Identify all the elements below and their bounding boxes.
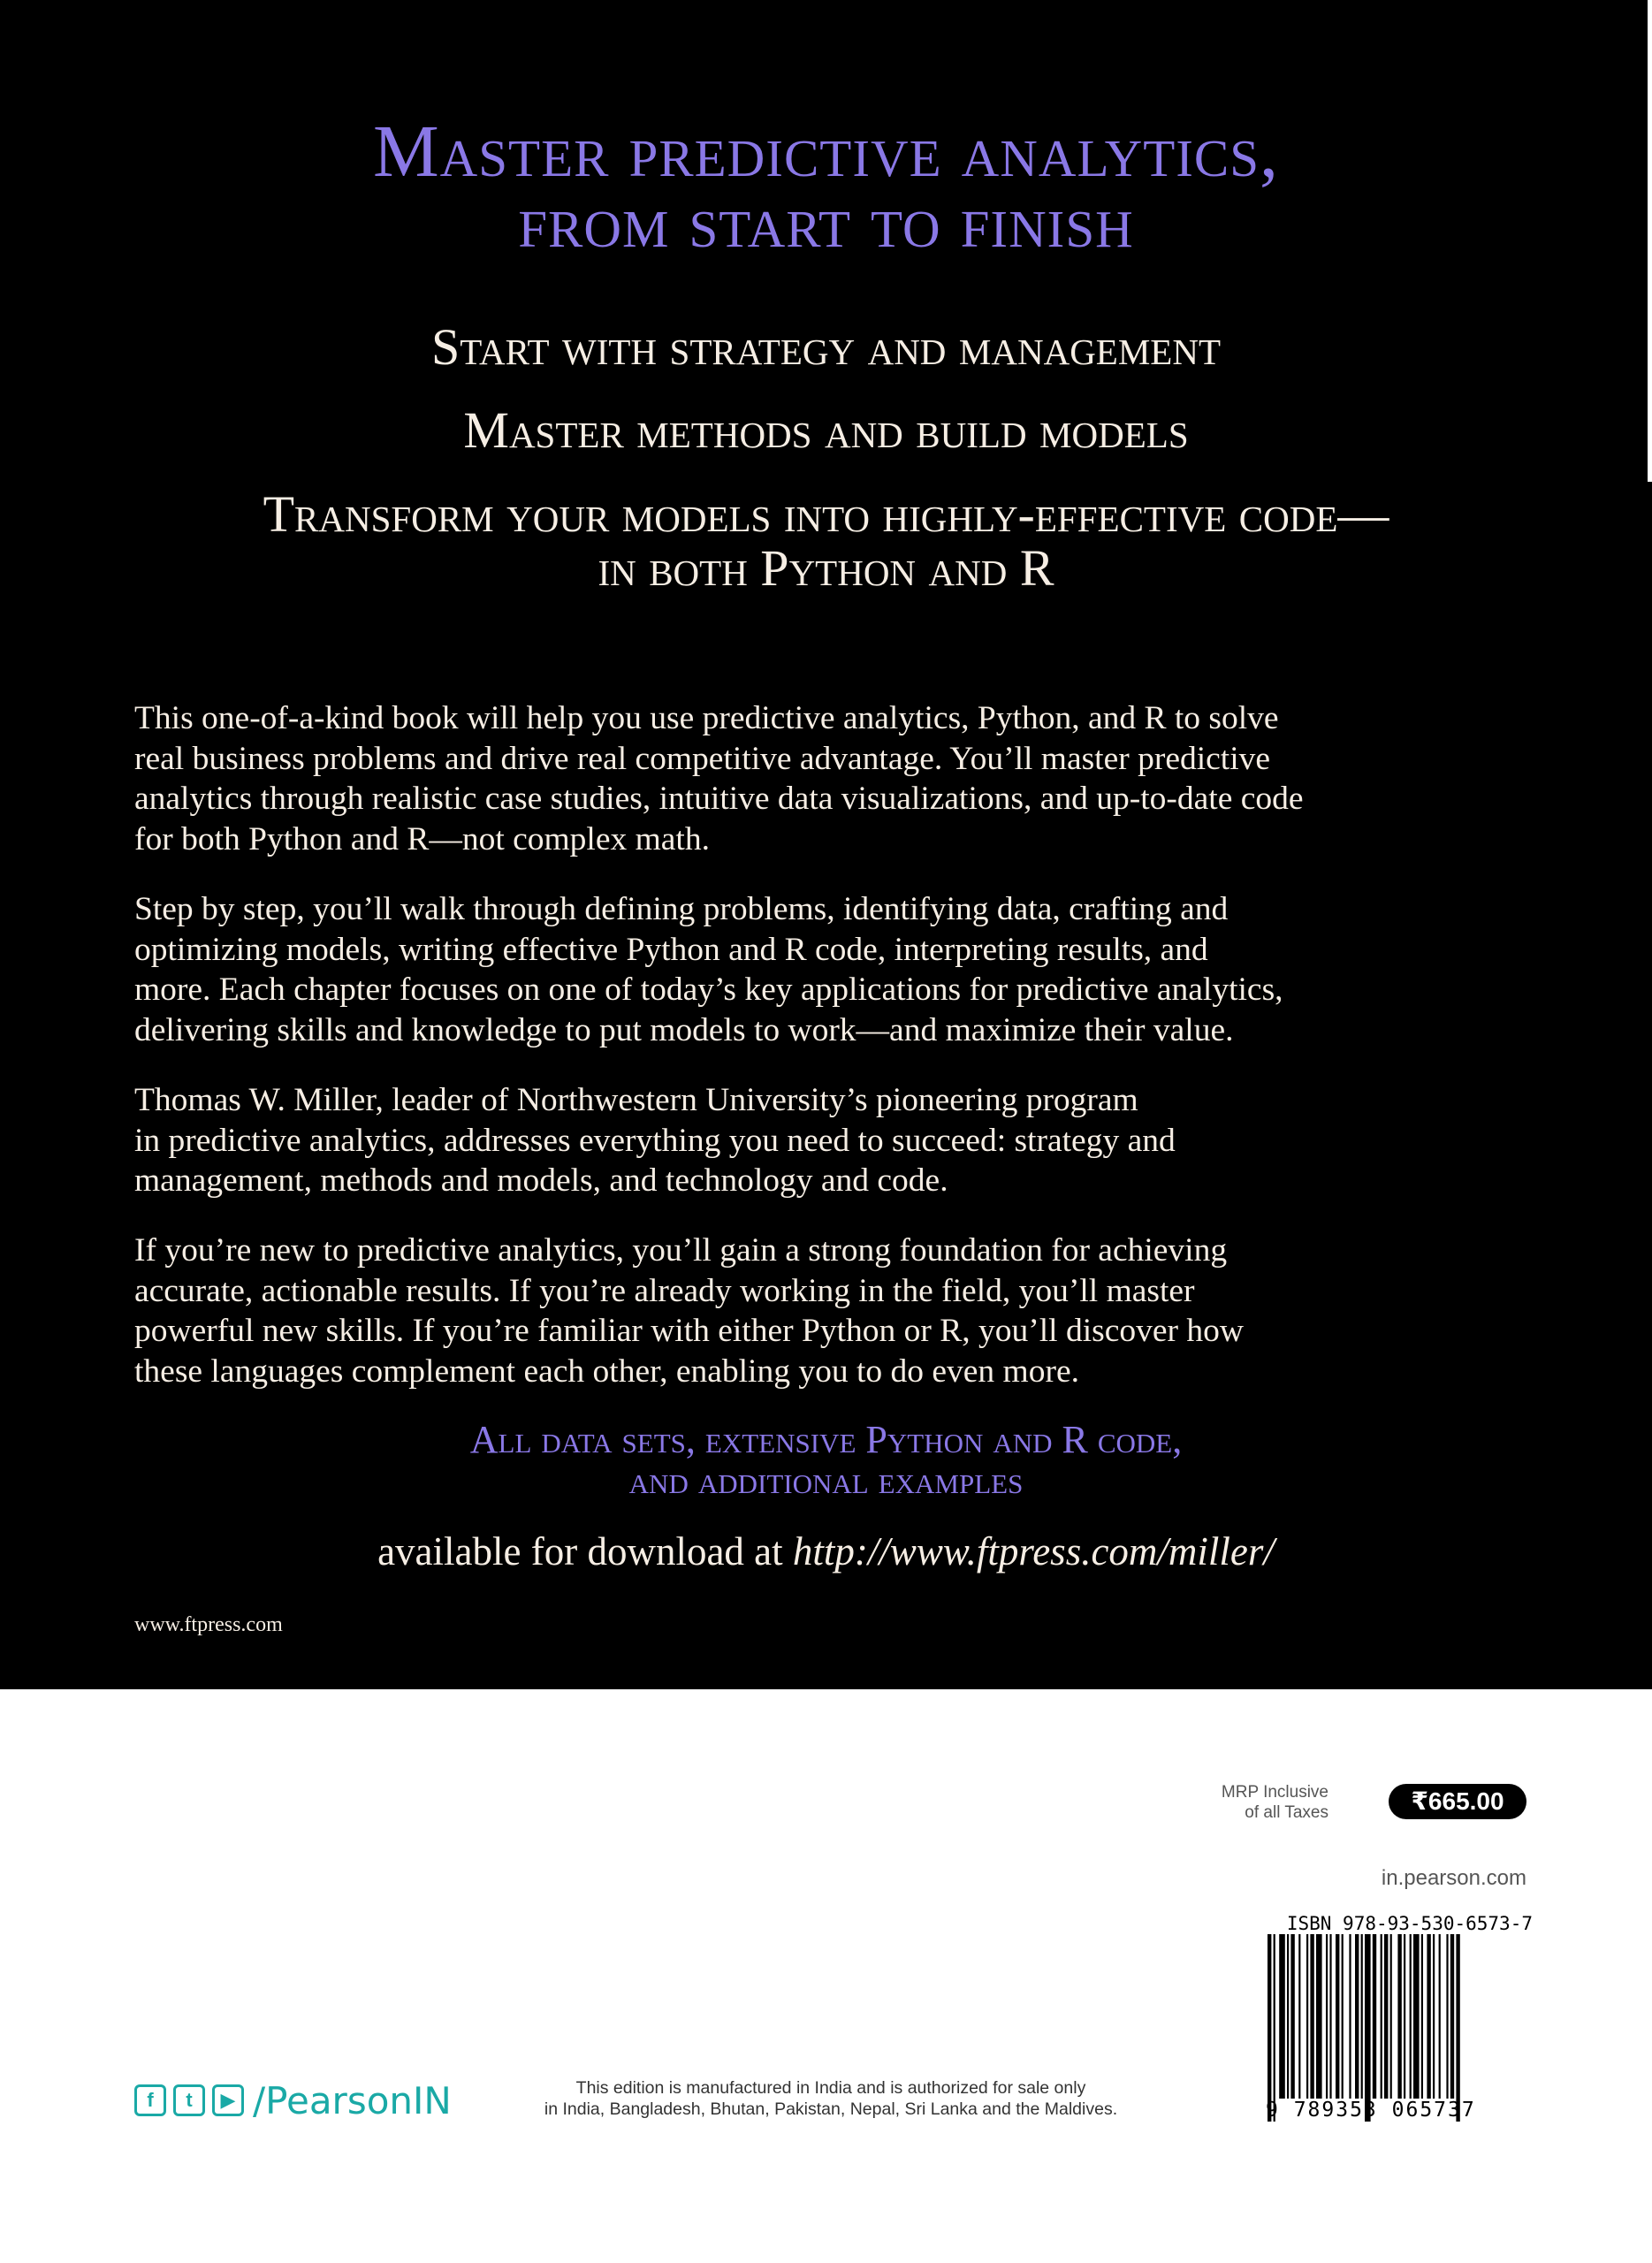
barcode-bar	[1336, 1934, 1339, 2099]
price-badge: ₹665.00	[1389, 1784, 1526, 1819]
text-line: optimizing models, writing effective Python and R code, interpreting results, and	[134, 931, 1208, 968]
barcode-bar	[1274, 1934, 1275, 2122]
barcode-bar	[1450, 1934, 1454, 2099]
barcode-bar	[1298, 1934, 1300, 2099]
barcode-bar	[1397, 1934, 1401, 2099]
barcode-bar	[1306, 1934, 1308, 2099]
download-line	[0, 1527, 1652, 1576]
cta-line-2: and additional examples	[628, 1459, 1024, 1502]
text-line: management, methods and models, and technology and code.	[134, 1162, 948, 1199]
barcode-bar	[1329, 1934, 1331, 2099]
barcode-bar	[1384, 1934, 1388, 2099]
barcode-bar	[1446, 1934, 1448, 2099]
text-line: This one-of-a-kind book will help you use predictive analytics, Python, and R to solve	[134, 700, 1279, 736]
barcode-bar	[1268, 1934, 1271, 2122]
text-line: Thomas W. Miller, leader of Northwestern University’s pioneering program	[134, 1082, 1138, 1118]
text-line: powerful new skills. If you’re familiar with either Python or R, you’ll discover how	[134, 1313, 1244, 1349]
barcode-bar	[1433, 1934, 1435, 2099]
barcode-digits: 9 789353 065737	[1266, 2099, 1476, 2122]
pearson-url: in.pearson.com	[1381, 1866, 1526, 1890]
paragraph-author	[134, 1080, 1531, 1201]
text-line: for both Python and R—not complex math.	[134, 820, 710, 857]
barcode-bar	[1326, 1934, 1328, 2099]
barcode-bar	[1361, 1934, 1363, 2099]
mrp-line: MRP Inclusive	[1221, 1783, 1328, 1802]
mrp-label	[1149, 1782, 1328, 1823]
subhead-code-line-1: Transform your models into highly-effective code—	[263, 485, 1389, 543]
edition-line: This edition is manufactured in India and is authorized for sale only	[575, 2078, 1086, 2098]
barcode-bar	[1279, 1934, 1285, 2099]
text-line: Step by step, you’ll walk through defining problems, identifying data, crafting and	[134, 891, 1229, 927]
subhead-methods: Master methods and build models	[463, 401, 1189, 459]
social-links	[134, 2079, 452, 2122]
barcode-bar	[1410, 1934, 1412, 2099]
text-line: delivering skills and knowledge to put models to work—and maximize their value.	[134, 1011, 1234, 1048]
text-line: real business problems and drive real competitive advantage. You’ll master predictive	[134, 740, 1271, 777]
barcode-bar	[1421, 1934, 1423, 2099]
barcode-bar	[1427, 1934, 1430, 2099]
barcode-bar	[1349, 1934, 1351, 2099]
barcode-bar	[1404, 1934, 1405, 2099]
headline-line-2: from start to finish	[518, 181, 1134, 263]
headline-line-1: Master predictive analytics,	[372, 110, 1280, 193]
barcode-bar	[1365, 1934, 1371, 2122]
text-line: accurate, actionable results. If you’re already working in the field, you’ll master	[134, 1272, 1195, 1309]
barcode-bar	[1390, 1934, 1392, 2099]
text-line: in predictive analytics, addresses everything you need to succeed: strategy and	[134, 1122, 1176, 1159]
text-line: If you’re new to predictive analytics, you’ll gain a strong foundation for achieving	[134, 1232, 1228, 1269]
youtube-icon[interactable]: ▶	[212, 2084, 244, 2116]
facebook-icon[interactable]: f	[134, 2084, 166, 2116]
barcode-bar	[1355, 1934, 1359, 2099]
twitter-icon[interactable]: t	[173, 2084, 205, 2116]
text-line: more. Each chapter focuses on one of today’s key applications for predictive analytics,	[134, 971, 1283, 1008]
paragraph-audience	[134, 1231, 1531, 1391]
download-prefix: available for download at	[377, 1529, 793, 1573]
barcode-bar	[1290, 1934, 1294, 2099]
barcode-bar	[1287, 1934, 1289, 2099]
cta-line-1: All data sets, extensive Python and R code,	[469, 1418, 1183, 1461]
website-link[interactable]: www.ftpress.com	[134, 1613, 283, 1636]
barcode-bar	[1439, 1934, 1441, 2099]
barcode-bar	[1342, 1934, 1344, 2099]
barcode-image	[1262, 1934, 1527, 2122]
paragraph-step-by-step	[134, 889, 1531, 1050]
download-url-link[interactable]: http://www.ftpress.com/miller/	[792, 1529, 1275, 1573]
subhead-strategy: Start with strategy and management	[430, 318, 1222, 376]
social-handle[interactable]: /PearsonIN	[253, 2078, 452, 2122]
subhead-code-line-2: in both Python and R	[598, 539, 1054, 597]
text-line: these languages complement each other, enabling you to do even more.	[134, 1352, 1079, 1390]
mrp-line: of all Taxes	[1245, 1803, 1328, 1822]
barcode-bar	[1413, 1934, 1420, 2099]
barcode-bar	[1456, 1934, 1459, 2122]
text-line: analytics through realistic case studies, intuitive data visualizations, and up-to-date code	[134, 781, 1304, 817]
barcode-bar	[1381, 1934, 1382, 2099]
paragraph-intro	[134, 698, 1531, 859]
barcode-bar	[1373, 1934, 1376, 2099]
isbn-label: ISBN 978-93-530-6573-7	[1286, 1913, 1533, 1934]
edition-line: in India, Bangladesh, Bhutan, Pakistan, Nepal, Sri Lanka and the Maldives.	[544, 2099, 1118, 2119]
edition-notice	[530, 2077, 1131, 2120]
barcode-bar	[1316, 1934, 1322, 2099]
barcode-bar	[1310, 1934, 1313, 2099]
